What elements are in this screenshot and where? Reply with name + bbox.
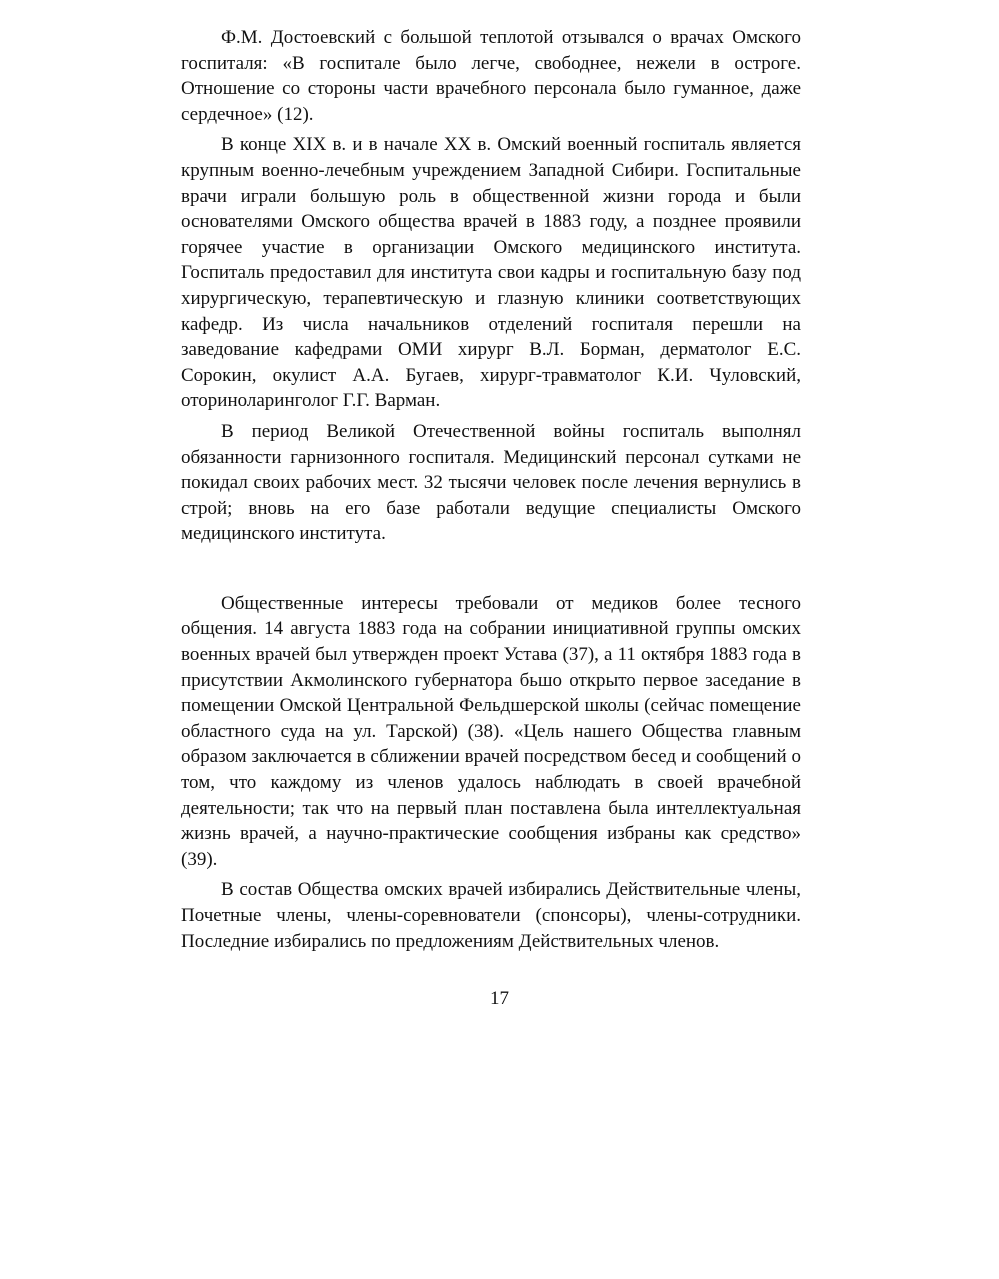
paragraph-dostoevsky-quote: Ф.М. Достоевский с большой теплотой отзывался о врачах Омского госпиталя: «В госпитале было легче, свободнее, нежели в остроге. Отношение со стороны части врачебного персонала было гуманное, даже сердечное» (12). xyxy=(181,27,801,125)
page-number: 17 xyxy=(490,988,509,1009)
paragraph-omsk-hospital-history: В конце XIX в. и в начале XX в. Омский военный госпиталь является крупным военно-лечебным учреждением Западной Сибири. Госпитальные врачи играли большую роль в общественной жизни города и были основателями Омского общества врачей в 1883 году, а позднее проявили горячее участие в организации Омского медицинского института. Госпиталь предоставил для института свои кадры и госпитальную базу под хирургическую, терапевтическую и глазную клиники соответствующих кафедр. Из числа начальников отделений госпиталя перешли на заведование кафедрами ОМИ хирург В.Л. Борман, дерматолог Е.С. Сорокин, окулист А.А. Бугаев, хирург-травматолог К.И. Чуловский, оториноларинголог Г.Г. Варман. xyxy=(181,134,801,412)
page-body xyxy=(181,25,801,954)
paragraph-great-patriotic-war: В период Великой Отечественной войны госпиталь выполнял обязанности гарнизонного госпиталя. Медицинский персонал сутками не покидал своих рабочих мест. 32 тысячи человек после лечения вернулись в строй; вновь на его базе работали ведущие специалисты Омского медицинского института. xyxy=(181,420,801,545)
paragraph-omsk-society-founding: Общественные интересы требовали от медиков более тесного общения. 14 августа 1883 года на собрании инициативной группы омских военных врачей был утвержден проект Устава (37), а 11 октября 1883 года в присутствии Акмолинского губернатора бьшо открыто первое заседание в помещении Омской Центральной Фельдшерской школы (сейчас помещение областного суда на ул. Тарской) (38). «Цель нашего Общества главным образом заключается в сближении врачей посредством бесед и сообщений о том, что каждому из членов удалось наблюдать в своей врачебной деятельности; так что на первый план поставлена была интеллектуальная жизнь врачей, а научно-практические сообщения избраны как средство» (39). xyxy=(181,592,801,870)
paragraph-society-membership: В состав Общества омских врачей избирались Действительные члены, Почетные члены, члены-соревнователи (спонсоры), члены-сотрудники. Последние избирались по предложениям Действительных членов. xyxy=(181,879,801,952)
